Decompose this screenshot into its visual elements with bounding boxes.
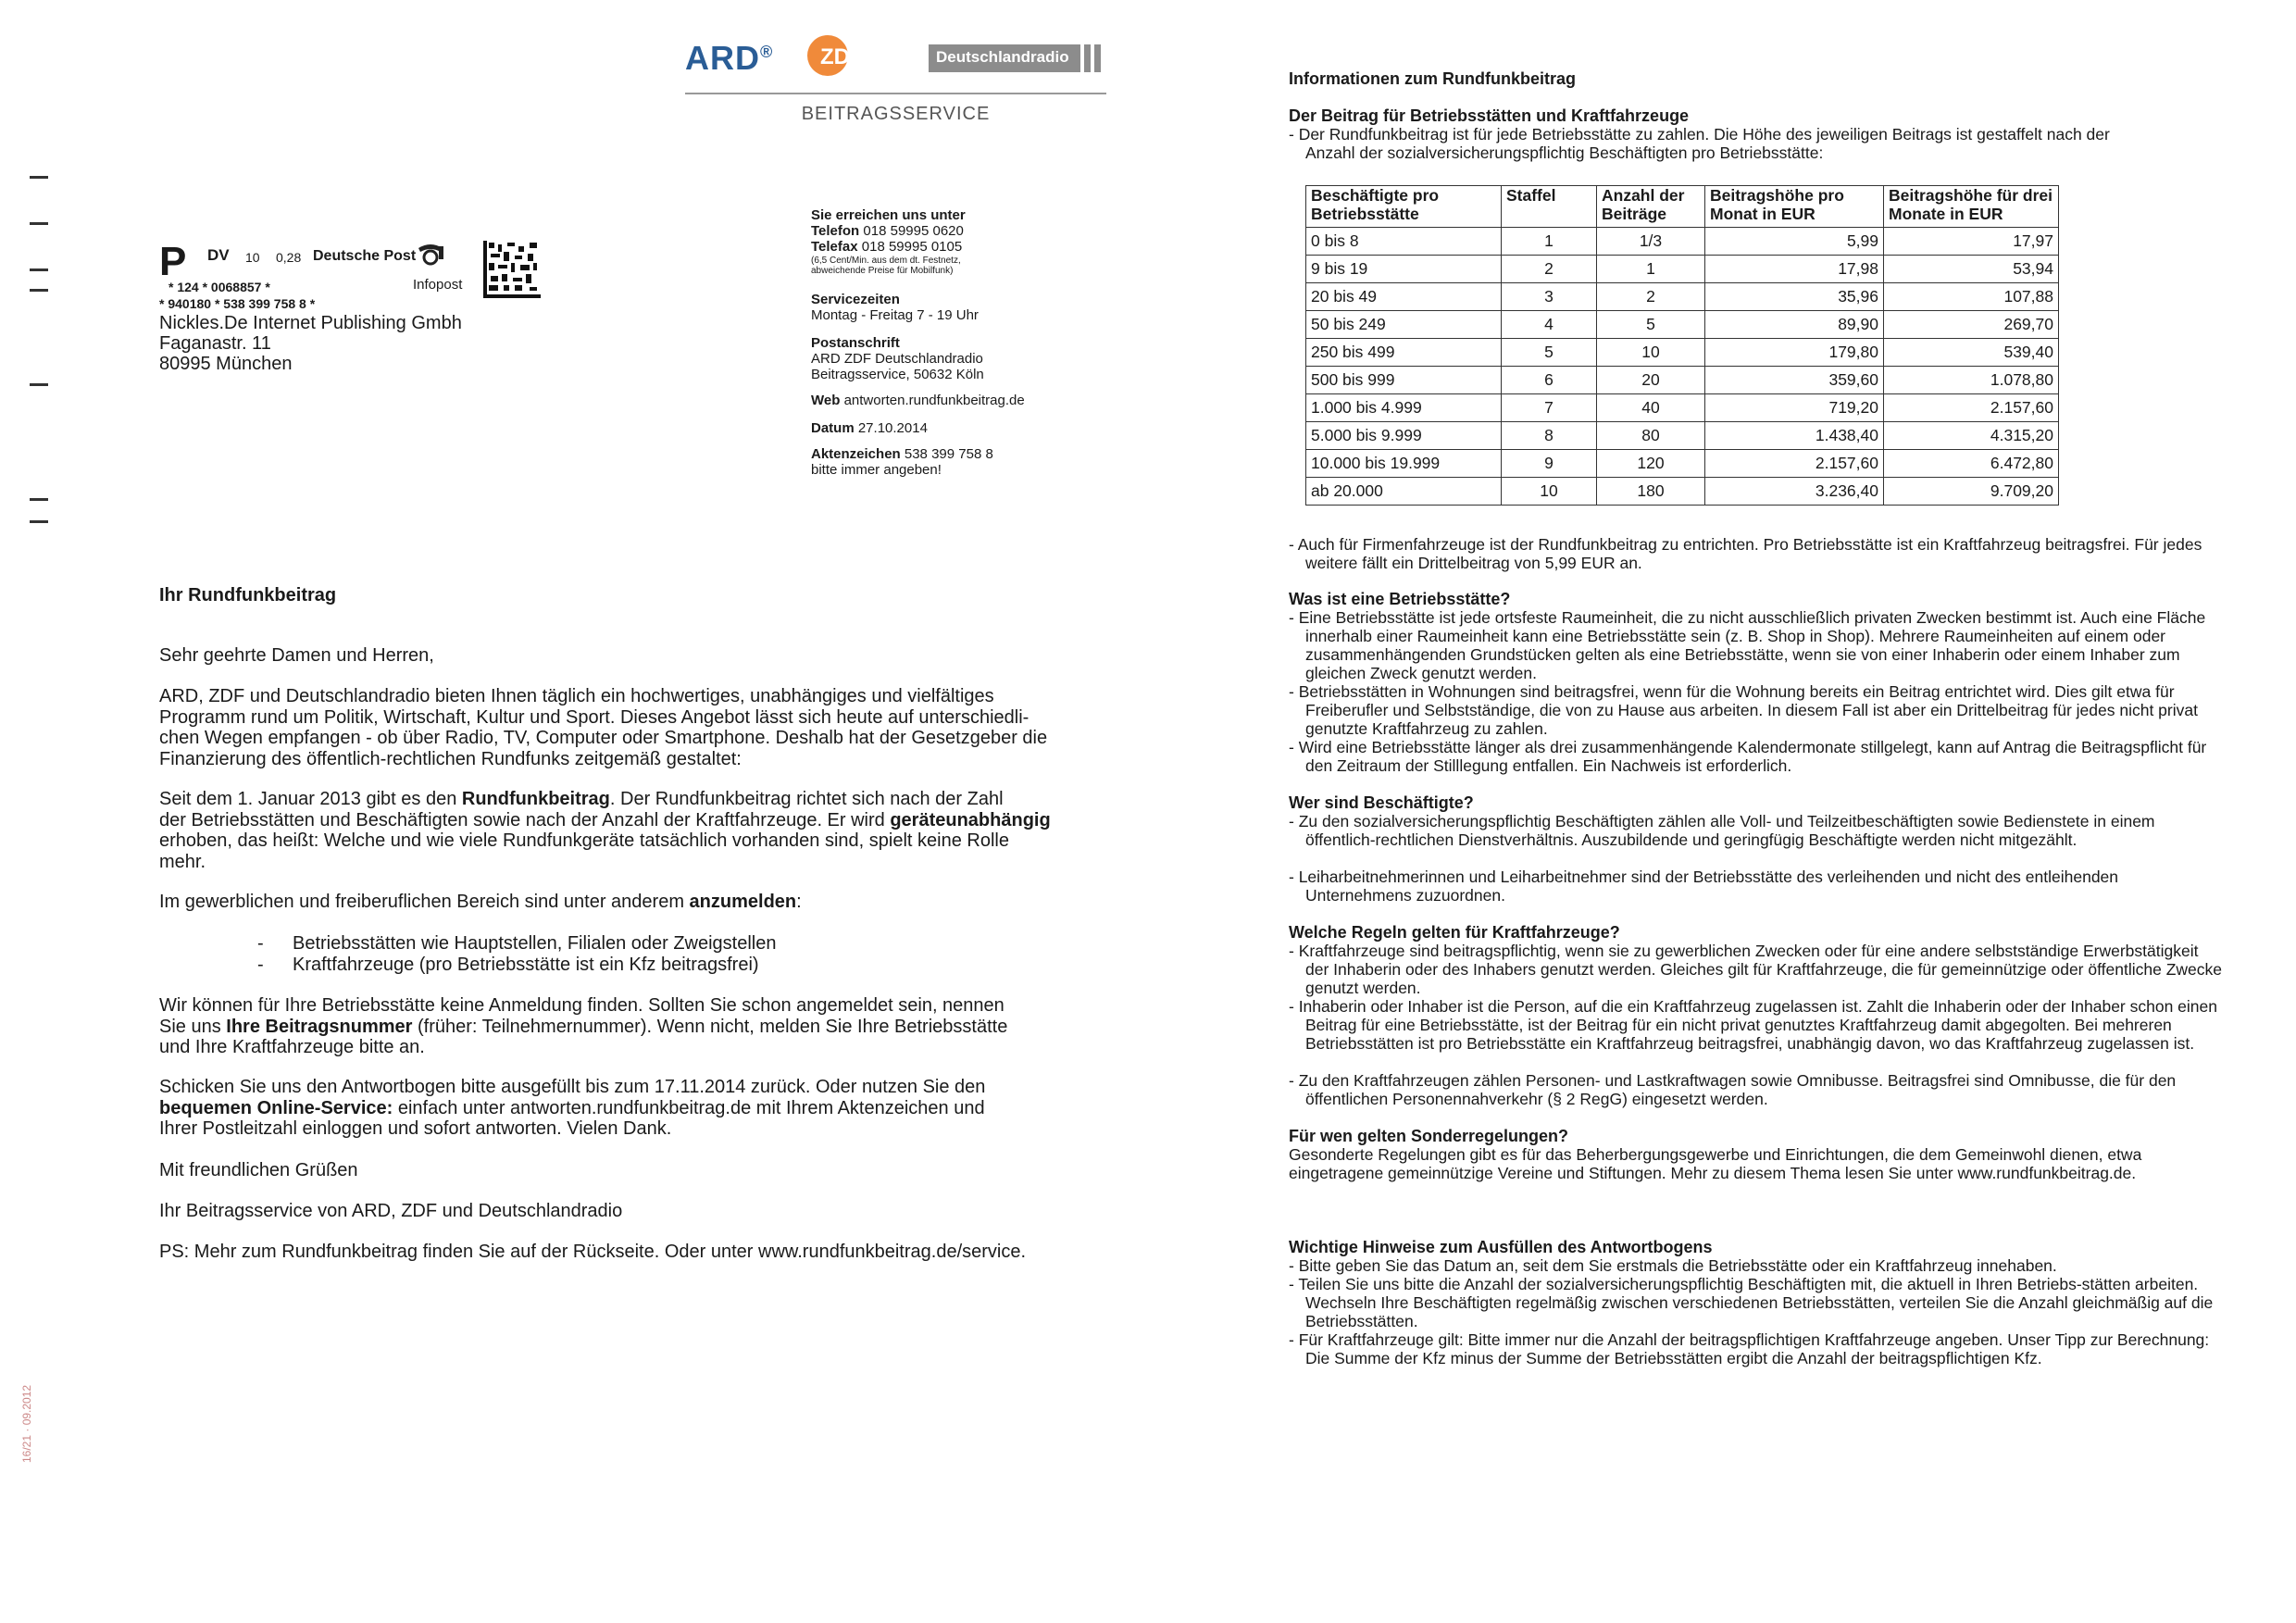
- table-row: [1306, 450, 2059, 478]
- table-row: [1306, 228, 2059, 256]
- contact-fineprint-1: (6,5 Cent/Min. aus dem dt. Festnetz,: [811, 256, 961, 266]
- table-row: [1306, 256, 2059, 283]
- table-cell: 5.000 bis 9.999: [1306, 422, 1502, 450]
- table-row: [1306, 339, 2059, 367]
- deutschlandradio-bars-icon: [1074, 44, 1104, 77]
- recipient-city: 80995 München: [159, 354, 293, 374]
- table-cell: 1/3: [1597, 228, 1705, 256]
- tariff-table: [1305, 185, 2059, 506]
- contact-fineprint-2: abweichende Preise für Mobilfunk): [811, 266, 954, 276]
- table-cell: 17,97: [1884, 228, 2059, 256]
- infopost-label: Infopost: [413, 277, 463, 293]
- list-item: - Betriebsstätten in Wohnungen sind beitragsfrei, wenn für die Wohnung bereits ein Beitrag entrichtet wird. Dies gilt etwa für Freiberufler und Selbstständige, die von zu Hause aus arbeiten. In diesem Fall ist aber ein Drittelbeitrag für jedes nicht privat genutzte Kraftfahrzeug zu zahlen.: [1289, 682, 2198, 738]
- section-title: Was ist eine Betriebsstätte?: [1289, 590, 1511, 608]
- file-number-note: bitte immer angeben!: [811, 462, 942, 478]
- file-number: Aktenzeichen 538 399 758 8: [811, 446, 993, 462]
- table-cell: 9: [1502, 450, 1597, 478]
- table-cell: 10: [1597, 339, 1705, 367]
- postage-code-1: * 124 * 0068857 *: [168, 280, 270, 294]
- list-item: - Bitte geben Sie das Datum an, seit dem Sie erstmals die Betriebsstätte oder ein Kraftfahrzeug innehaben.: [1289, 1256, 2057, 1275]
- postscript: PS: Mehr zum Rundfunkbeitrag finden Sie auf der Rückseite. Oder unter www.rundfunkbeitrag.de/service.: [159, 1242, 1027, 1262]
- fold-mark: [30, 176, 48, 179]
- section-text: Gesonderte Regelungen gibt es für das Beherbergungsgewerbe und Einrichtungen, die dem Gemeinwohl dienen, etwa eingetragene gemeinnützige Vereine und Stiftungen. Mehr zu diesem Thema lesen Sie unter www.rundfunkbeitrag.de.: [1289, 1145, 2142, 1182]
- table-header: Beschäftigte pro Betriebsstätte: [1306, 186, 1502, 228]
- header-divider: [685, 93, 1106, 94]
- section-title: Wichtige Hinweise zum Ausfüllen des Antwortbogens: [1289, 1238, 1713, 1256]
- table-cell: 5,99: [1705, 228, 1884, 256]
- paragraph-3: Im gewerblichen und freiberuflichen Bereich sind unter anderem anzumelden:: [159, 892, 802, 912]
- table-cell: 1.078,80: [1884, 367, 2059, 394]
- ard-logo: ARD®: [685, 39, 774, 77]
- table-cell: 9 bis 19: [1306, 256, 1502, 283]
- table-cell: 50 bis 249: [1306, 311, 1502, 339]
- table-cell: 80: [1597, 422, 1705, 450]
- recipient-street: Faganastr. 11: [159, 333, 271, 354]
- table-header: Beitragshöhe pro Monat in EUR: [1705, 186, 1884, 228]
- table-cell: 0 bis 8: [1306, 228, 1502, 256]
- paragraph-2: Seit dem 1. Januar 2013 gibt es den Rundfunkbeitrag. Der Rundfunkbeitrag richtet sich nach der Zahl der Betriebsstätten und Beschäftigten sowie nach der Anzahl der Kraftfahrzeuge. Er wird geräteunabhängig erhoben, das heißt: Welche und wie viele Rundfunkgeräte tatsächlich vorhanden sind, spielt keine Rolle mehr.: [159, 789, 1051, 872]
- table-cell: 2: [1502, 256, 1597, 283]
- table-row: [1306, 367, 2059, 394]
- section-text: - Auch für Firmenfahrzeuge ist der Rundfunkbeitrag zu entrichten. Pro Betriebsstätte ist ein Kraftfahrzeug beitragsfrei. Für jedes weitere fällt ein Drittelbeitrag von 5,99 EUR an.: [1289, 535, 2202, 572]
- table-cell: 107,88: [1884, 283, 2059, 311]
- table-cell: 4.315,20: [1884, 422, 2059, 450]
- list-item: - Zu den Kraftfahrzeugen zählen Personen- und Lastkraftwagen sowie Omnibusse. Beitragsfrei sind Omnibusse, die für den öffentlichen Personennahverkehr (§ 2 RegG) eingesetzt werden.: [1289, 1071, 2177, 1108]
- section-title: Der Beitrag für Betriebsstätten und Kraftfahrzeuge: [1289, 106, 1690, 125]
- table-cell: 2.157,60: [1705, 450, 1884, 478]
- table-row: [1306, 394, 2059, 422]
- table-cell: 1.438,40: [1705, 422, 1884, 450]
- postal-address-2: Beitragsservice, 50632 Köln: [811, 367, 984, 382]
- table-cell: 120: [1597, 450, 1705, 478]
- table-cell: 10.000 bis 19.999: [1306, 450, 1502, 478]
- contact-heading: Sie erreichen uns unter: [811, 207, 966, 223]
- table-cell: 250 bis 499: [1306, 339, 1502, 367]
- closing: Mit freundlichen Grüßen: [159, 1160, 358, 1180]
- table-cell: 7: [1502, 394, 1597, 422]
- contact-phone: Telefon 018 59995 0620: [811, 223, 964, 239]
- table-cell: 2.157,60: [1884, 394, 2059, 422]
- table-cell: 3.236,40: [1705, 478, 1884, 506]
- table-cell: 3: [1502, 283, 1597, 311]
- deutsche-post-label: Deutsche Post: [313, 248, 417, 264]
- fold-mark: [30, 289, 48, 292]
- table-cell: 8: [1502, 422, 1597, 450]
- table-cell: 6: [1502, 367, 1597, 394]
- zdf-logo: [805, 33, 887, 78]
- salutation: Sehr geehrte Damen und Herren,: [159, 645, 434, 666]
- service-hours: Montag - Freitag 7 - 19 Uhr: [811, 307, 979, 323]
- postal-address-label: Postanschrift: [811, 335, 900, 351]
- table-row: [1306, 283, 2059, 311]
- table-cell: 6.472,80: [1884, 450, 2059, 478]
- service-hours-label: Servicezeiten: [811, 292, 900, 307]
- table-row: [1306, 311, 2059, 339]
- fold-mark: [30, 222, 48, 225]
- list-item: - Teilen Sie uns bitte die Anzahl der sozialversicherungspflichtig Beschäftigten mit, die aktuell in Ihren Betriebs-stätten arbeiten. Wechseln Ihre Beschäftigten regelmäßig zwischen verschiedenen Betriebsstätten, verteilen Sie die Anzahl gleichmäßig auf die Betriebsstätten.: [1289, 1275, 2214, 1330]
- table-cell: 35,96: [1705, 283, 1884, 311]
- table-cell: 1: [1502, 228, 1597, 256]
- section-title: Für wen gelten Sonderregelungen?: [1289, 1127, 1569, 1145]
- table-cell: 1.000 bis 4.999: [1306, 394, 1502, 422]
- list-item: - Leiharbeitnehmerinnen und Leiharbeitnehmer sind der Betriebsstätte des verleihenden und nicht des entleihenden Unternehmens zuzuordnen.: [1289, 868, 2119, 905]
- list-item: - Kraftfahrzeuge (pro Betriebsstätte ist ein Kfz beitragsfrei): [257, 955, 759, 975]
- section-text: - Der Rundfunkbeitrag ist für jede Betriebsstätte zu zahlen. Die Höhe des jeweiligen Beitrags ist gestaffelt nach der Anzahl der sozialversicherungspflichtig Beschäftigten pro Betriebsstätte:: [1289, 125, 2110, 162]
- list-item: - Für Kraftfahrzeuge gilt: Bitte immer nur die Anzahl der beitragspflichtigen Kraftfahrzeuge angeben. Unser Tipp zur Berechnung: Die Summe der Kfz minus der Summe der Betriebsstätten ergibt die Anzahl der beitragspflichtigen Kfz.: [1289, 1330, 2210, 1367]
- list-item: - Wird eine Betriebsstätte länger als drei zusammenhängende Kalendermonate stillgelegt, kann auf Antrag die Beitragspflicht für den Zeitraum der Stilllegung entfallen. Ein Nachweis ist erforderlich.: [1289, 738, 2207, 775]
- deutschlandradio-logo: Deutschlandradio: [929, 44, 1077, 72]
- fold-mark: [30, 268, 48, 271]
- postage-code-2: * 940180 * 538 399 758 8 *: [159, 296, 316, 311]
- table-header-row: [1306, 186, 2059, 228]
- table-cell: 359,60: [1705, 367, 1884, 394]
- table-cell: 5: [1597, 311, 1705, 339]
- datamatrix-code: [483, 241, 541, 298]
- section-title: Welche Regeln gelten für Kraftfahrzeuge?: [1289, 923, 1620, 942]
- table-cell: 179,80: [1705, 339, 1884, 367]
- table-cell: 2: [1597, 283, 1705, 311]
- letter-date: Datum 27.10.2014: [811, 420, 928, 436]
- table-cell: 53,94: [1884, 256, 2059, 283]
- table-row: [1306, 422, 2059, 450]
- postage-p: P: [159, 239, 187, 284]
- sender: Ihr Beitragsservice von ARD, ZDF und Deutschlandradio: [159, 1201, 623, 1221]
- table-cell: 4: [1502, 311, 1597, 339]
- list-item: - Inhaberin oder Inhaber ist die Person, auf die ein Kraftfahrzeug zugelassen ist. Zahlt die Inhaberin oder der Inhaber schon einen Beitrag für eine Betriebsstätte, ist der Beitrag für ein nicht privat genutztes Kraftfahrzeug damit abgegolten. Bei mehreren Betriebsstätten ist pro Betriebsstätte ein Kraftfahrzeug beitragsfrei, unabhängig davon, wo das Kraftfahrzeug zugelassen ist.: [1289, 997, 2217, 1053]
- svg-text:ZDF: ZDF: [820, 44, 864, 69]
- paragraph-1: ARD, ZDF und Deutschlandradio bieten Ihnen täglich ein hochwertiges, unabhängiges und vielfältiges Programm rund um Politik, Wirtschaft, Kultur und Sport. Dieses Angebot lässt sich heute auf unterschiedli- chen Wegen empfangen - ob über Radio, TV, Computer oder Smartphone. Deshalb hat der Gesetzgeber die Finanzierung des öffentlich-rechtlichen Rundfunks zeitgemäß gestaltet:: [159, 686, 1048, 769]
- contact-web: Web antworten.rundfunkbeitrag.de: [811, 393, 1025, 408]
- table-cell: 20: [1597, 367, 1705, 394]
- fold-mark: [30, 498, 48, 501]
- table-header: Beitragshöhe für drei Monate in EUR: [1884, 186, 2059, 228]
- list-item: - Eine Betriebsstätte ist jede ortsfeste Raumeinheit, die zu nicht ausschließlich privaten Zwecken bestimmt ist. Auch eine Fläche innerhalb einer Raumeinheit kann eine Betriebsstätte sein (z. B. Shop in Shop). Mehrere Raumeinheiten auf einem oder zusammenhängenden Grundstücken gelten als eine Betriebsstätte, wenn sie von einer Inhaberin oder einem Inhaber zum gleichen Zweck genutzt werden.: [1289, 608, 2206, 682]
- info-title: Informationen zum Rundfunkbeitrag: [1289, 69, 1576, 88]
- beitragsservice-label: BEITRAGSSERVICE: [801, 104, 991, 124]
- side-code: 16/21 · 09.2012: [20, 1384, 33, 1463]
- table-header: Staffel: [1502, 186, 1597, 228]
- postage-dv-number: 10: [245, 250, 260, 265]
- post-horn-icon: [417, 243, 444, 267]
- postage-dv: DV: [207, 246, 230, 264]
- postal-address-1: ARD ZDF Deutschlandradio: [811, 351, 983, 367]
- table-cell: 5: [1502, 339, 1597, 367]
- table-cell: 539,40: [1884, 339, 2059, 367]
- table-cell: ab 20.000: [1306, 478, 1502, 506]
- list-item: - Betriebsstätten wie Hauptstellen, Filialen oder Zweigstellen: [257, 933, 777, 954]
- table-cell: 10: [1502, 478, 1597, 506]
- table-header: Anzahl der Beiträge: [1597, 186, 1705, 228]
- table-row: [1306, 478, 2059, 506]
- table-cell: 719,20: [1705, 394, 1884, 422]
- table-cell: 269,70: [1884, 311, 2059, 339]
- table-cell: 17,98: [1705, 256, 1884, 283]
- table-cell: 20 bis 49: [1306, 283, 1502, 311]
- table-cell: 500 bis 999: [1306, 367, 1502, 394]
- table-cell: 1: [1597, 256, 1705, 283]
- table-cell: 180: [1597, 478, 1705, 506]
- recipient-name: Nickles.De Internet Publishing Gmbh: [159, 313, 462, 333]
- fold-mark: [30, 520, 48, 523]
- postage-price: 0,28: [276, 250, 302, 265]
- list-item: - Zu den sozialversicherungspflichtig Beschäftigten zählen alle Voll- und Teilzeitbeschäftigten sowie Bedienstete in einem öffentlich-rechtlichen Dienstverhältnis. Auszubildende und geringfügig Beschäftigte werden nicht mitgezählt.: [1289, 812, 2155, 849]
- section-title: Wer sind Beschäftigte?: [1289, 793, 1474, 812]
- letter-title: Ihr Rundfunkbeitrag: [159, 585, 337, 606]
- fold-mark: [30, 383, 48, 386]
- paragraph-5: Schicken Sie uns den Antwortbogen bitte ausgefüllt bis zum 17.11.2014 zurück. Oder nutzen Sie den bequemen Online-Service: einfach unter antworten.rundfunkbeitrag.de mit Ihrem Aktenzeichen und Ihrer Postleitzahl einloggen und sofort antworten. Vielen Dank.: [159, 1077, 986, 1139]
- table-cell: 9.709,20: [1884, 478, 2059, 506]
- contact-fax: Telefax 018 59995 0105: [811, 239, 963, 255]
- table-cell: 89,90: [1705, 311, 1884, 339]
- paragraph-4: Wir können für Ihre Betriebsstätte keine Anmeldung finden. Sollten Sie schon angemeldet sein, nennen Sie uns Ihre Beitragsnummer (früher: Teilnehmernummer). Wenn nicht, melden Sie Ihre Betriebsstätte und Ihre Kraftfahrzeuge bitte an.: [159, 995, 1008, 1057]
- list-item: - Kraftfahrzeuge sind beitragspflichtig, wenn sie zu gewerblichen Zwecken oder für eine andere selbstständige Erwerbstätigkeit der Inhaberin oder des Inhabers genutzt werden. Gleiches gilt für Kraftfahrzeuge, die für gemeinnützige oder öffentliche Zwecke genutzt werden.: [1289, 942, 2222, 997]
- table-cell: 40: [1597, 394, 1705, 422]
